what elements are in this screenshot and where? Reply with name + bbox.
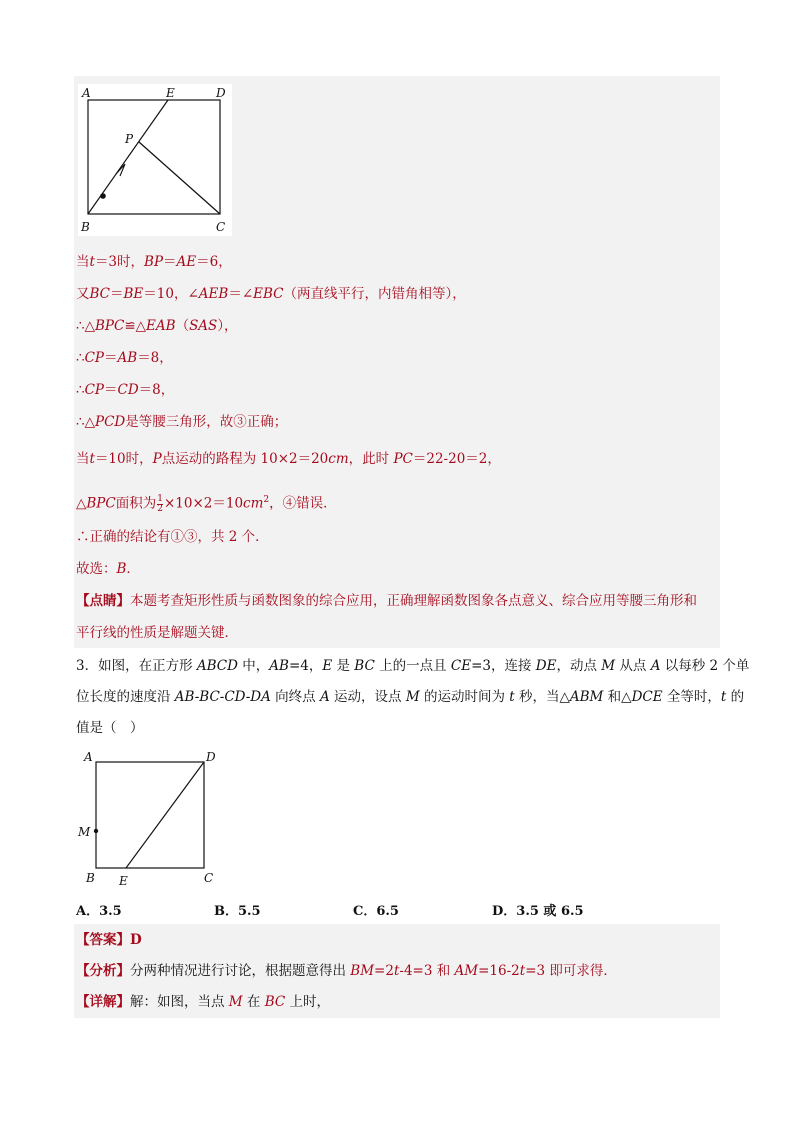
detail-line: 【详解】解：如图，当点 M 在 BC 上时， bbox=[76, 994, 331, 1010]
solution-line-5: ∴CP＝CD＝8， bbox=[76, 382, 175, 398]
label-p: P bbox=[125, 132, 134, 146]
option-b[interactable]: B．5.5 bbox=[214, 904, 261, 919]
answer-line: 【答案】D bbox=[76, 932, 142, 948]
point-m bbox=[94, 829, 98, 833]
question-3-line-3: 值是（ ） bbox=[76, 720, 144, 736]
label-c: C bbox=[216, 220, 226, 234]
figure-square-abcd bbox=[76, 748, 226, 888]
option-d[interactable]: D．3.5 或 6.5 bbox=[492, 904, 584, 919]
label-d: D bbox=[216, 86, 226, 100]
solution-line-9: ∴正确的结论有①③，共 2 个． bbox=[76, 529, 269, 545]
label-c: C bbox=[204, 871, 214, 885]
solution-line-1: 当t＝3时，BP＝AE＝6， bbox=[76, 254, 232, 270]
analysis-line: 【分析】分两种情况进行讨论，根据题意得出 BM=2t-4=3 和 AM=16-2t=3 即可求得． bbox=[76, 963, 617, 979]
figure-rectangle-abcd bbox=[78, 84, 232, 236]
solution-line-3: ∴△BPC≌△EAB（SAS）， bbox=[76, 318, 238, 334]
segment-de bbox=[126, 762, 204, 868]
solution-line-7: 当t＝10时，P点运动的路程为 10×2＝20cm，此时 PC＝22-20＝2， bbox=[76, 451, 501, 467]
question-3-line-1: 3．如图，在正方形 ABCD 中，AB=4，E 是 BC 上的一点且 CE=3，连接 DE，动点 M 从点 A 以每秒 2 个单 bbox=[76, 658, 750, 674]
label-a: A bbox=[84, 750, 93, 764]
square-outline bbox=[96, 762, 204, 868]
label-e: E bbox=[166, 86, 175, 100]
solution-line-6: ∴△PCD是等腰三角形，故③正确； bbox=[76, 414, 288, 430]
label-d: D bbox=[206, 750, 216, 764]
label-e: E bbox=[119, 874, 128, 888]
solution-line-11: 【点睛】本题考查矩形性质与函数图象的综合应用，正确理解函数图象各点意义、综合应用等腰三角形和 bbox=[76, 593, 697, 609]
label-b: B bbox=[81, 220, 90, 234]
moving-point bbox=[100, 193, 106, 199]
option-a[interactable]: A．3.5 bbox=[76, 904, 122, 919]
solution-line-8: △BPC面积为 $\frac{1}{2}$ $\times 10\times 2=10cm^2$，④错误． bbox=[76, 493, 337, 514]
solution-line-10: 故选：B． bbox=[76, 561, 140, 577]
fraction-one-half: $\frac{1}{2}$ bbox=[157, 493, 163, 514]
label-b: B bbox=[86, 871, 95, 885]
solution-line-12: 平行线的性质是解题关键． bbox=[76, 625, 238, 641]
label-m: M bbox=[78, 825, 91, 839]
label-a: A bbox=[82, 86, 91, 100]
solution-line-2: 又BC＝BE＝10，∠AEB＝∠EBC（两直线平行，内错角相等）， bbox=[76, 286, 466, 302]
question-3-line-2: 位长度的速度沿 AB-BC-CD-DA 向终点 A 运动，设点 M 的运动时间为 t 秒，当△ABM 和△DCE 全等时，t 的 bbox=[76, 689, 745, 705]
option-c[interactable]: C．6.5 bbox=[353, 904, 399, 919]
solution-line-4: ∴CP＝AB＝8， bbox=[76, 350, 173, 366]
